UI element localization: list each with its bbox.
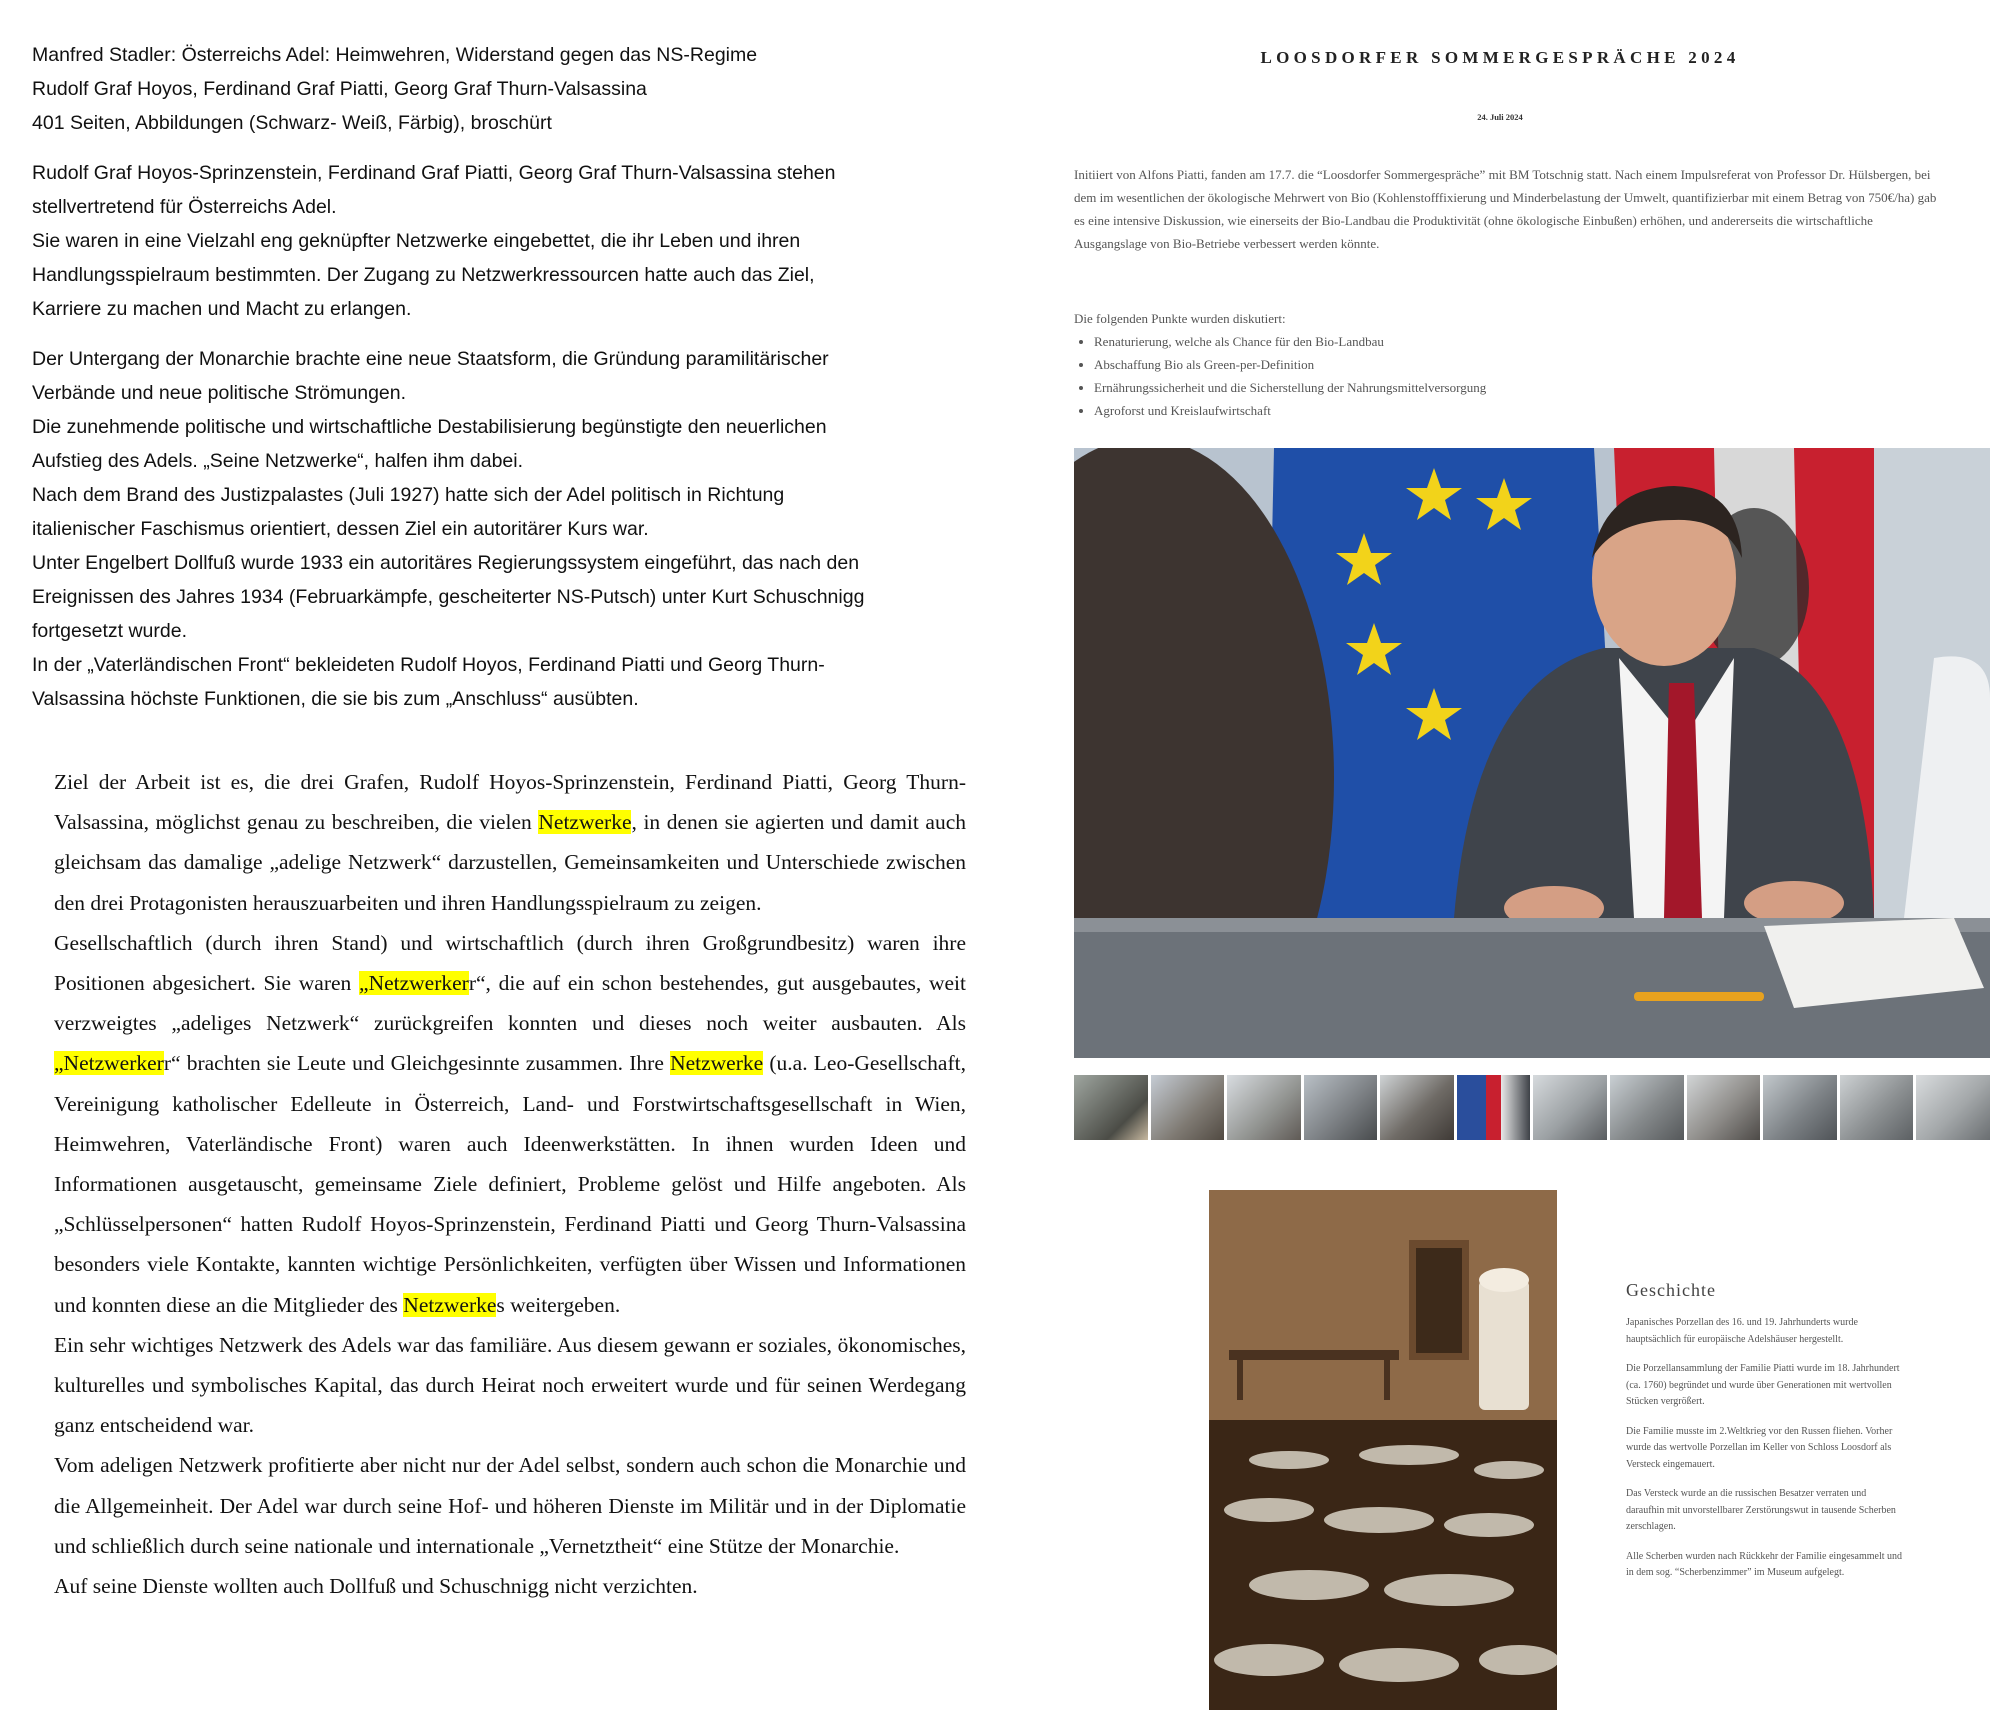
- topics-heading: Die folgenden Punkte wurden diskutiert:: [1074, 311, 1286, 326]
- list-item: • Agroforst und Kreislaufwirtschaft: [1094, 399, 1940, 422]
- text-line: Valsassina höchste Funktionen, die sie bis zum „Anschluss“ ausübten.: [32, 688, 639, 710]
- text-line: In der „Vaterländischen Front“ bekleideten Rudolf Hoyos, Ferdinand Piatti und Georg Thurn-: [32, 654, 825, 676]
- excerpt-text: (u.a. Leo-Gesellschaft, Vereinigung katholischer Edelleute in Österreich, Land- und Forstwirtschaftsgesellschaft in Wien, Heimwehren, Vaterländische Front) waren auch Ideenwerkstätten. In ihnen wurden Ideen und Informationen ausgetauscht, gemeinsame Ziele definiert, Probleme gelöst und Hilfe angeboten. Als „Schlüsselpersonen“ hatten Rudolf Hoyos-Sprinzenstein, Ferdinand Piatti und Georg Thurn-Valsassina besonders viele Kontakte, kannten wichtige Persönlichkeiten, verfügten über Wissen und Informationen und konnten diese an die Mitglieder des: [54, 1051, 966, 1317]
- thumbnail[interactable]: [1533, 1075, 1607, 1140]
- highlight: Netzwerke: [538, 810, 632, 835]
- event-intro: Initiiert von Alfons Piatti, fanden am 17.7. die “Loosdorfer Sommergespräche” mit BM Totschnig statt. Nach einem Impulsreferat von Professor Dr. Hülsbergen, bei dem im wesentlichen der ökologische Mehrwert von Bio (Kohlenstofffixierung und Minderbelastung der Umwelt, quantifizierbar mit einem Betrag von 750€/ha) gab es eine intensive Diskussion, wie einerseits der Bio-Landbau die Produktivität (ohne ökologische Einbußen) erhöhen, und andererseits die wirtschaftliche Ausgangslage von Bio-Betriebe verbessert werden könnte.: [1074, 167, 1937, 251]
- highlight: Netzwerke: [403, 1292, 497, 1317]
- thumbnail[interactable]: [1074, 1075, 1148, 1140]
- thumbnail[interactable]: [1610, 1075, 1684, 1140]
- porcelain-photo-illustration: [1209, 1190, 1557, 1710]
- thumbnail[interactable]: [1840, 1075, 1914, 1140]
- event-date: 24. Juli 2024: [1477, 112, 1523, 122]
- history-paragraph: Japanisches Porzellan des 16. und 19. Jahrhunderts wurde hauptsächlich für europäische Adelshäuser hergestellt.: [1626, 1317, 1858, 1345]
- book-title-line: Manfred Stadler: Österreichs Adel: Heimwehren, Widerstand gegen das NS-Regime: [32, 44, 758, 66]
- topics-section: [1074, 307, 1940, 422]
- book-paragraph-1: [32, 156, 952, 326]
- text-line: Nach dem Brand des Justizpalastes (Juli 1927) hatte sich der Adel politisch in Richtung: [32, 484, 785, 506]
- history-paragraph: Alle Scherben wurden nach Rückkehr der Familie eingesammelt und in dem sog. “Scherbenzimmer” im Museum aufgelegt.: [1626, 1550, 1903, 1578]
- excerpt-text: r“, die auf ein schon bestehendes, gut ausgebautes, weit verzweigtes „adeliges Netzwerk“ zurückgreifen konnten und dieses noch weiter ausbauten. Als: [54, 971, 966, 1036]
- book-details-line: 401 Seiten, Abbildungen (Schwarz- Weiß, Färbig), broschürt: [32, 112, 552, 134]
- list-item: • Renaturierung, welche als Chance für den Bio-Landbau: [1094, 330, 1940, 353]
- text-line: Sie waren in eine Vielzahl eng geknüpfter Netzwerke eingebettet, die ihr Leben und ihren: [32, 230, 801, 252]
- excerpt-paragraph-5: Auf seine Dienste wollten auch Dollfuß und Schuschnigg nicht verzichten.: [54, 1574, 698, 1599]
- excerpt-text: Ziel der Arbeit ist es, die drei Grafen, Rudolf Hoyos-Sprinzenstein, Ferdinand Piatti, Georg Thurn-Valsassina, möglichst genau zu beschreiben, die vielen: [54, 770, 966, 835]
- thumbnail-strip: [1074, 1075, 1990, 1140]
- history-section: [1626, 1280, 1906, 1595]
- text-line: stellvertretend für Österreichs Adel.: [32, 196, 337, 218]
- book-info: [32, 38, 952, 716]
- list-item: • Ernährungssicherheit und die Sicherstellung der Nahrungsmittelversorgung: [1094, 376, 1940, 399]
- text-line: Die zunehmende politische und wirtschaftliche Destabilisierung begünstigte den neuerlichen: [32, 416, 827, 438]
- excerpt-paragraph-2: [54, 923, 966, 1325]
- excerpt-text: r“ brachten sie Leute und Gleichgesinnte zusammen. Ihre: [163, 1051, 671, 1076]
- highlight: „Netzwerker: [54, 1051, 164, 1076]
- text-line: Rudolf Graf Hoyos-Sprinzenstein, Ferdinand Graf Piatti, Georg Graf Thurn-Valsassina stehen: [32, 162, 836, 184]
- thumbnail[interactable]: [1227, 1075, 1301, 1140]
- highlight: Netzwerke: [670, 1051, 764, 1076]
- thumbnail[interactable]: [1380, 1075, 1454, 1140]
- highlight: „Netzwerker: [359, 971, 469, 996]
- list-item: • Abschaffung Bio als Green-per-Definition: [1094, 353, 1940, 376]
- main-photo[interactable]: [1074, 448, 1990, 1058]
- text-line: Karriere zu machen und Macht zu erlangen.: [32, 298, 412, 320]
- thumbnail[interactable]: [1304, 1075, 1378, 1140]
- text-line: Der Untergang der Monarchie brachte eine neue Staatsform, die Gründung paramilitärischer: [32, 348, 829, 370]
- book-header: [32, 38, 952, 140]
- excerpt-paragraph-1: [54, 762, 966, 923]
- text-line: fortgesetzt wurde.: [32, 620, 187, 642]
- history-paragraph: Die Familie musste im 2.Weltkrieg vor den Russen fliehen. Vorher wurde das wertvolle Porzellan im Keller von Schloss Loosdorf als Versteck eingemauert.: [1626, 1425, 1893, 1470]
- history-paragraph: Das Versteck wurde an die russischen Besatzer verraten und daraufhin mit unvorstellbarer Zerstörungswut in tausende Scherben zerschlagen.: [1626, 1488, 1896, 1532]
- text-line: Ereignissen des Jahres 1934 (Februarkämpfe, gescheiterter NS-Putsch) unter Kurt Schuschnigg: [32, 586, 865, 608]
- book-excerpt: [54, 762, 966, 1717]
- topics-list: [1074, 330, 1940, 422]
- text-line: italienischer Faschismus orientiert, dessen Ziel ein autoritärer Kurs war.: [32, 518, 649, 540]
- book-authors-line: Rudolf Graf Hoyos, Ferdinand Graf Piatti, Georg Graf Thurn-Valsassina: [32, 78, 647, 100]
- porcelain-room-photo[interactable]: [1209, 1190, 1557, 1710]
- thumbnail[interactable]: [1916, 1075, 1990, 1140]
- thumbnail[interactable]: [1763, 1075, 1837, 1140]
- text-line: Unter Engelbert Dollfuß wurde 1933 ein autoritäres Regierungssystem eingeführt, das nach den: [32, 552, 860, 574]
- main-photo-illustration: [1074, 448, 1990, 1058]
- excerpt-paragraph-3: Ein sehr wichtiges Netzwerk des Adels war das familiäre. Aus diesem gewann er soziales, ökonomisches, kulturelles und symbolisches Kapital, das durch Heirat noch erweitert wurde und für seinen Werdegang ganz entscheidend war.: [54, 1332, 966, 1438]
- text-line: Aufstieg des Adels. „Seine Netzwerke“, halfen ihm dabei.: [32, 450, 524, 472]
- book-paragraph-2: [32, 342, 952, 716]
- thumbnail[interactable]: [1151, 1075, 1225, 1140]
- event-title: LOOSDORFER SOMMERGESPRÄCHE 2024: [1260, 48, 1740, 67]
- thumbnail[interactable]: [1457, 1075, 1531, 1140]
- excerpt-text: s weitergeben.: [496, 1292, 621, 1317]
- history-title: Geschichte: [1626, 1280, 1716, 1300]
- history-paragraph: Die Porzellansammlung der Familie Piatti wurde im 18. Jahrhundert (ca. 1760) begründet und wurde über Generationen mit wertvollen Stücken vergrößert.: [1626, 1363, 1900, 1407]
- thumbnail[interactable]: [1687, 1075, 1761, 1140]
- text-line: Handlungsspielraum bestimmten. Der Zugang zu Netzwerkressourcen hatte auch das Ziel,: [32, 264, 815, 286]
- excerpt-text: Gesellschaftlich (durch ihren Stand) und wirtschaftlich (durch ihren Großgrundbesitz) waren ihre Positionen abgesichert. Sie waren: [54, 930, 966, 996]
- excerpt-paragraph-4: Vom adeligen Netzwerk profitierte aber nicht nur der Adel selbst, sondern auch schon die Monarchie und die Allgemeinheit. Der Adel war durch seine Hof- und höheren Dienste im Militär und in der Diplomatie und schließlich durch seine nationale und internationale „Vernetztheit“ eine Stütze der Monarchie.: [54, 1453, 966, 1558]
- excerpt-text: , in denen sie agierten und damit auch gleichsam das damalige „adelige Netzwerk“ darzustellen, Gemeinsamkeiten und Unterschiede zwischen den drei Protagonisten herauszuarbeiten und ihren Handlungsspielraum zu zeigen.: [54, 810, 966, 915]
- text-line: Verbände und neue politische Strömungen.: [32, 382, 407, 404]
